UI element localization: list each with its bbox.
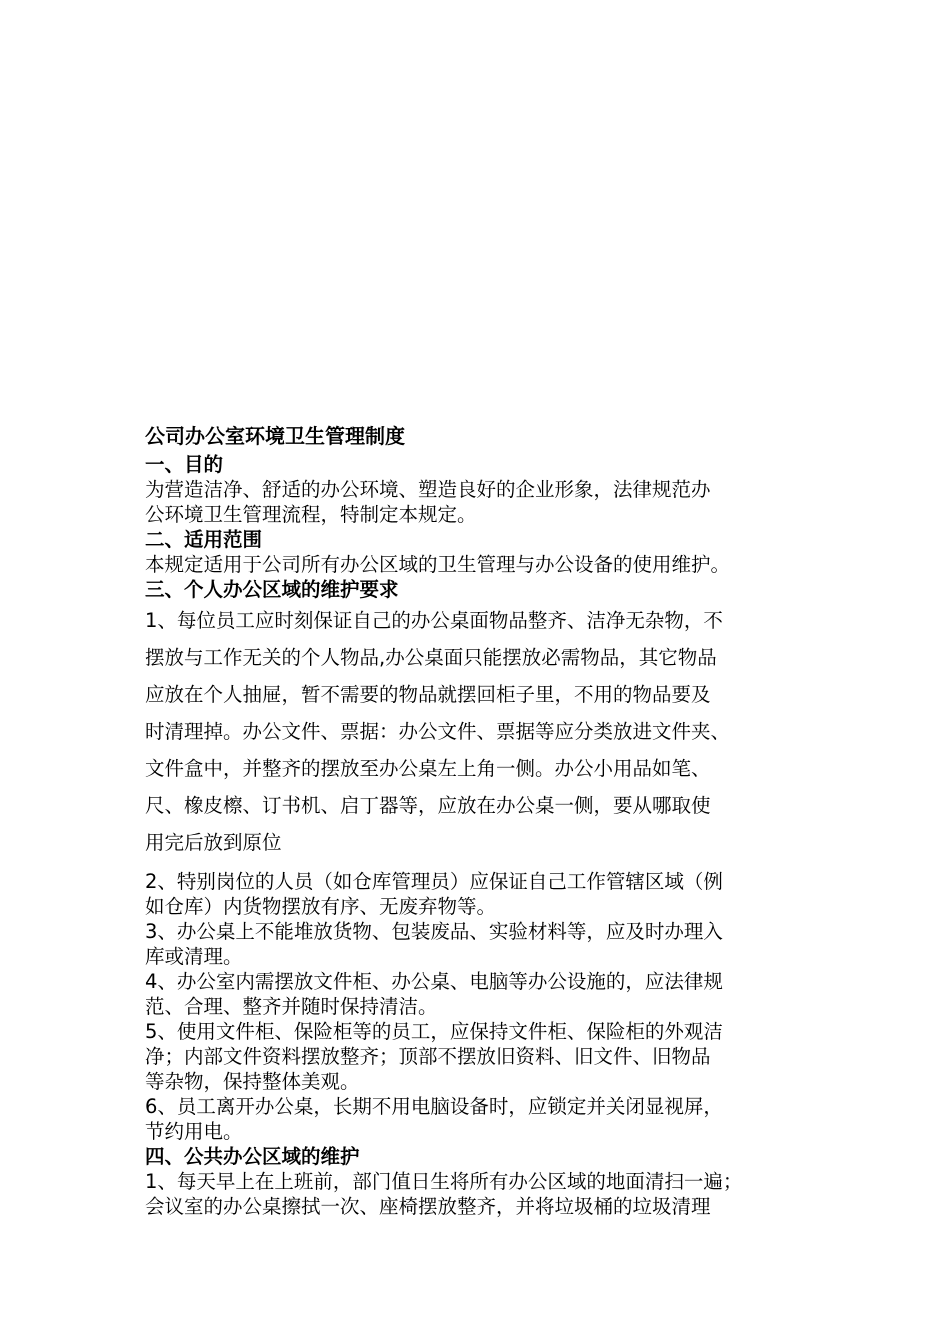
section-heading-scope: 二、适用范围 xyxy=(145,528,263,551)
paragraph-line: 净；内部文件资料摆放整齐；顶部不摆放旧资料、旧文件、旧物品 xyxy=(145,1045,711,1068)
paragraph-line: 文件盒中，并整齐的摆放至办公桌左上角一侧。办公小用品如笔、 xyxy=(145,757,711,780)
paragraph-line: 如仓库）内货物摆放有序、无废弃物等。 xyxy=(145,895,497,918)
paragraph-line: 用完后放到原位 xyxy=(145,831,282,854)
paragraph-line: 2、特别岗位的人员（如仓库管理员）应保证自己工作管辖区域（例 xyxy=(145,870,723,893)
paragraph-line: 摆放与工作无关的个人物品,办公桌面只能摆放必需物品，其它物品 xyxy=(145,646,717,669)
section-heading-public-area: 四、公共办公区域的维护 xyxy=(145,1145,360,1168)
paragraph-line: 4、办公室内需摆放文件柜、办公桌、电脑等办公设施的，应法律规 xyxy=(145,970,723,993)
document-title: 公司办公室环境卫生管理制度 xyxy=(145,424,405,448)
paragraph-line: 6、员工离开办公桌，长期不用电脑设备时，应锁定并关闭显视屏， xyxy=(145,1095,723,1118)
paragraph-line: 尺、橡皮檫、订书机、启丁器等，应放在办公桌一侧，要从哪取使 xyxy=(145,794,711,817)
paragraph-line: 3、办公桌上不能堆放货物、包装废品、实验材料等，应及时办理入 xyxy=(145,920,723,943)
paragraph-line: 会议室的办公桌擦拭一次、座椅摆放整齐，并将垃圾桶的垃圾清理 xyxy=(145,1195,711,1218)
section-heading-personal-area: 三、个人办公区域的维护要求 xyxy=(145,578,399,601)
document-body xyxy=(145,420,815,1219)
paragraph-line: 本规定适用于公司所有办公区域的卫生管理与办公设备的使用维护。 xyxy=(145,553,731,576)
paragraph-line: 1、每天早上在上班前，部门值日生将所有办公区域的地面清扫一遍； xyxy=(145,1170,743,1193)
paragraph-line: 5、使用文件柜、保险柜等的员工，应保持文件柜、保险柜的外观洁 xyxy=(145,1020,723,1043)
section-heading-purpose: 一、目的 xyxy=(145,453,224,476)
paragraph-line: 库或清理。 xyxy=(145,945,243,968)
paragraph-line: 时清理掉。办公文件、票据：办公文件、票据等应分类放进文件夹、 xyxy=(145,720,731,743)
paragraph-line: 应放在个人抽屉，暂不需要的物品就摆回柜子里，不用的物品要及 xyxy=(145,683,711,706)
paragraph-line: 公环境卫生管理流程，特制定本规定。 xyxy=(145,503,477,526)
paragraph-line: 为营造洁净、舒适的办公环境、塑造良好的企业形象，法律规范办 xyxy=(145,478,711,501)
paragraph-line: 节约用电。 xyxy=(145,1120,243,1143)
paragraph-line: 1、每位员工应时刻保证自己的办公桌面物品整齐、洁净无杂物，不 xyxy=(145,609,723,632)
paragraph-line: 等杂物，保持整体美观。 xyxy=(145,1070,360,1093)
paragraph-line: 范、合理、整齐并随时保持清洁。 xyxy=(145,995,438,1018)
